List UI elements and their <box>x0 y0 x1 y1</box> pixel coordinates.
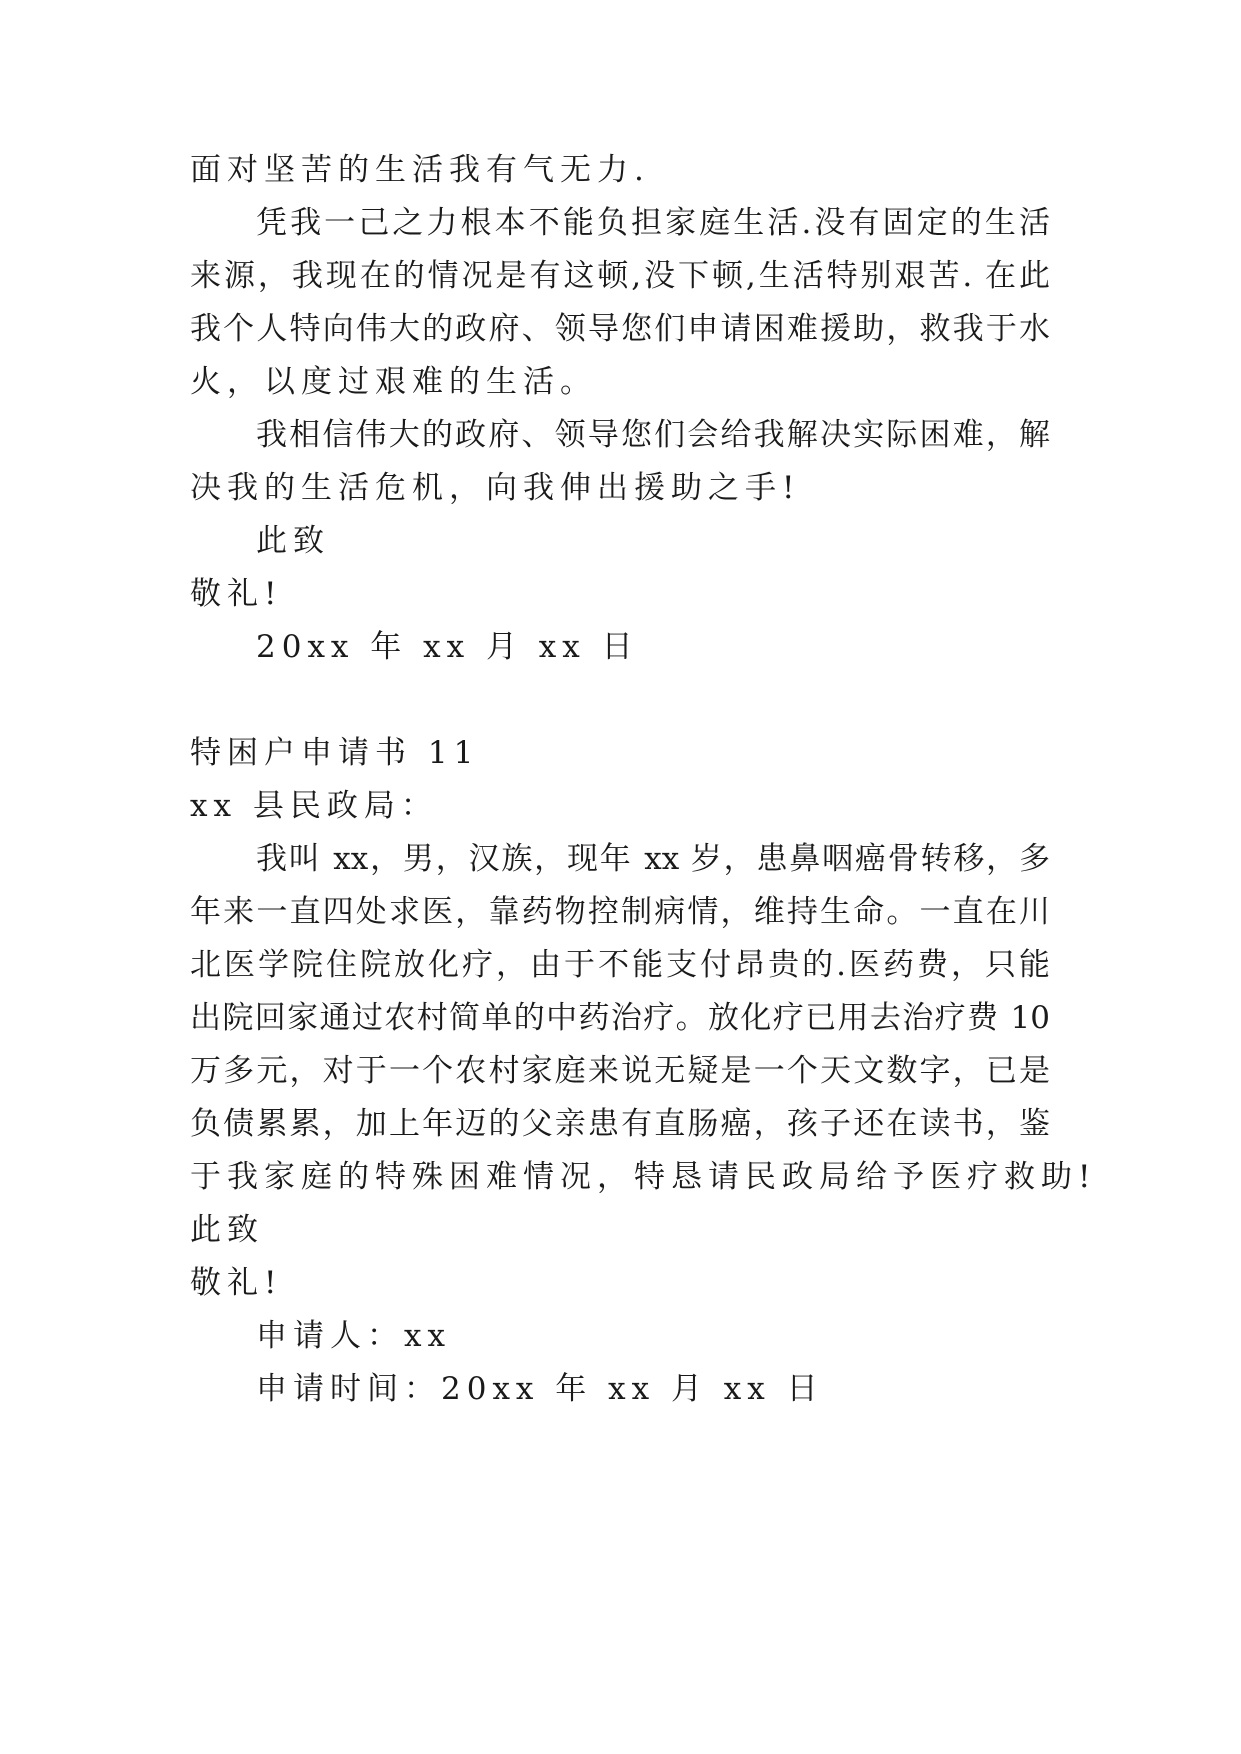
paragraph-line: 决我的生活危机，向我伸出援助之手! <box>190 470 801 506</box>
paragraph-line: 面对坚苦的生活我有气无力. <box>190 152 650 188</box>
paragraph-line: 来源，我现在的情况是有这顿,没下顿,生活特别艰苦. 在此 <box>190 258 1050 294</box>
paragraph-line: 万多元，对于一个农村家庭来说无疑是一个天文数字，已是 <box>190 1053 1050 1089</box>
paragraph-line: 年来一直四处求医，靠药物控制病情，维持生命。一直在川 <box>190 894 1050 930</box>
closing-text: 此致 <box>256 523 330 559</box>
paragraph-line: 于我家庭的特殊困难情况，特恳请民政局给予医疗救助! <box>190 1159 1097 1195</box>
salutation-text: 敬礼! <box>190 1265 283 1301</box>
salutation-text: 敬礼! <box>190 576 283 612</box>
closing-text: 此致 <box>190 1212 264 1248</box>
paragraph-line: 我相信伟大的政府、领导您们会给我解决实际困难，解 <box>256 417 1050 453</box>
paragraph-line: 负债累累，加上年迈的父亲患有直肠癌，孩子还在读书，鉴 <box>190 1106 1050 1142</box>
paragraph-line: 我叫 xx，男，汉族，现年 xx 岁，患鼻咽癌骨转移，多 <box>256 841 1050 877</box>
paragraph-line: 我个人特向伟大的政府、领导您们申请困难援助，救我于水 <box>190 311 1050 347</box>
paragraph-line: 火，以度过艰难的生活。 <box>190 364 597 400</box>
addressee: xx 县民政局： <box>190 788 438 824</box>
paragraph-line: 出院回家通过农村简单的中药治疗。放化疗已用去治疗费 10 <box>190 1000 1050 1036</box>
paragraph-line: 北医学院住院放化疗，由于不能支付昂贵的.医药费，只能 <box>190 947 1050 983</box>
applicant-signature: 申请人：xx <box>256 1318 451 1354</box>
paragraph-line: 凭我一己之力根本不能负担家庭生活.没有固定的生活 <box>256 205 1050 241</box>
application-date: 申请时间：20xx 年 xx 月 xx 日 <box>256 1371 824 1407</box>
letter-date: 20xx 年 xx 月 xx 日 <box>256 629 639 665</box>
document-title: 特困户申请书 11 <box>190 735 480 771</box>
